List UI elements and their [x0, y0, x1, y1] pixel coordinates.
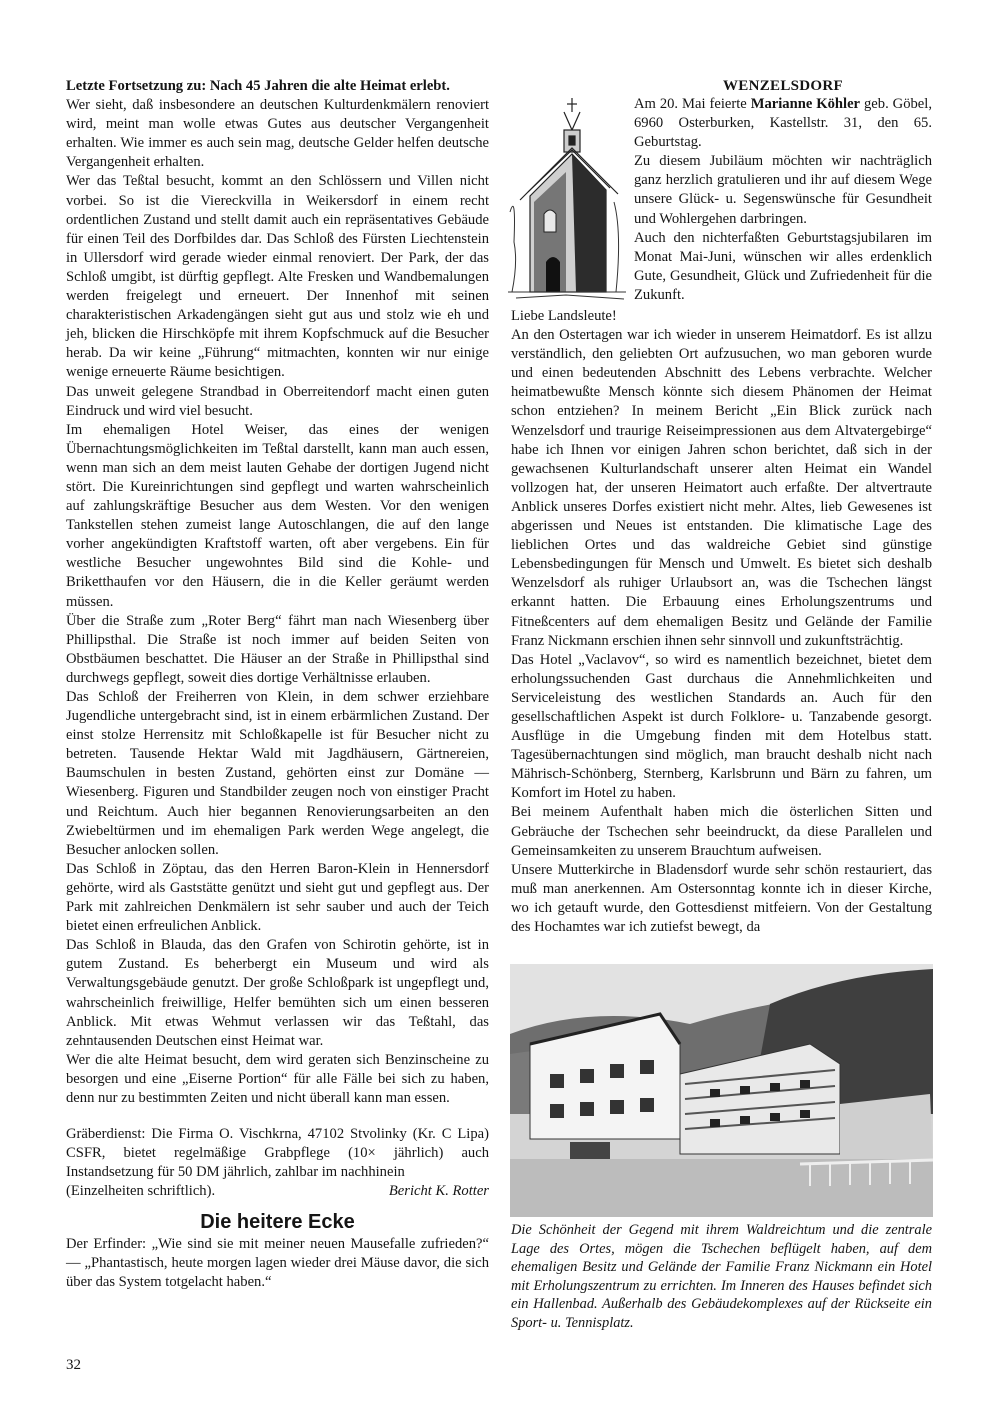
paragraph: Über die Straße zum „Roter Berg“ fährt man nach Wiesenberg über Phillipsthal. Die Straße ist noch immer auf beiden Seiten von Obstbäumen beschattet. Die Häuser an der Straße in Phillipsthal sind durchwegs gepflegt, soweit dies dortige Verhältnisse erlauben.	[66, 612, 489, 686]
heitere-ecke-title: Die heitere Ecke	[200, 1211, 355, 1234]
paragraph: Das Hotel „Vaclavov“, so wird es namentlich bezeichnet, bietet dem erholungssuchenden Gast durchaus die Annehmlichkeiten und Serviceleistung des westlichen Standards an. Auch für den gesellschaftlichen Aspekt ist durch Folklore- u. Tanzabende gesorgt. Ausflüge in die Umgebung finden mit dem Hotelbus statt. Tagesübernachtungen sind möglich, man braucht deshalb nicht nach Mährisch-Schönberg, Sternberg, Karlsbrunn und Bärn zu fahren, um Komfort im Hotel zu haben.	[511, 651, 932, 802]
paragraph: Das Schloß der Freiherren von Klein, in dem schwer erziehbare Jugendliche untergebracht sind, ist in einem erbärmlichen Zustand. Der einst stolze Herrensitz mit Schloßkapelle ist für Besucher nicht zu betreten. Tausende Hektar Wald mit Jagdhäusern, Gärtnereien, Baumschulen in besten Zustand, gehörten einst zur Domäne — Wiesenberg. Figuren und Standbilder zeugen noch von einstiger Pracht und Reichtum. Auch hier begannen Renovierungsarbeiten an den Zwiebeltürmen und im ehemaligen Park werden Wege angelegt, die Besucher anlocken sollen.	[66, 689, 489, 858]
hotel-photo	[510, 964, 933, 1217]
birthday-notice	[634, 95, 932, 305]
paragraph: Das Schloß in Blauda, das den Grafen von Schirotin gehörte, ist in gutem Zustand. Es beherbergt ein Museum und wird als Verwaltungsgebäude genutzt. Der große Schloßpark ist ungepflegt und, wahrscheinlich freiwillige, Helfer bemühten sich um einen besseren Anblick. Mit etwas Wehmut verlassen wir das Teßtahl, das zehntausenden Deutschen einst Heimat war.	[66, 937, 489, 1049]
page-number: 32	[66, 1357, 81, 1373]
birthday-paragraph	[634, 95, 932, 152]
section-title: WENZELSDORF	[723, 78, 843, 94]
graeberdienst-end: (Einzelheiten schriftlich).	[66, 1183, 216, 1200]
paragraph: Wer die alte Heimat besucht, dem wird geraten sich Benzinscheine zu besorgen und eine „Eiserne Portion“ für alle Fälle bei sich zu haben, denn nur zu bestimmten Zeiten und nicht überall kann man essen.	[66, 1051, 489, 1106]
paragraph: Unsere Mutterkirche in Bladensdorf wurde sehr schön restauriert, das muß man anerkennen. Am Ostersonntag konnte ich in dieser Kirche, wo ich getauft wurde, den Gottesdienst mitfeiern. Von der Gestaltung des Hochamtes war ich zutiefst bewegt, da	[511, 861, 932, 935]
paragraph: An den Ostertagen war ich wieder in unserem Heimatdorf. Es ist allzu verständlich, den geliebten Ort aufzusuchen, wo man geboren wurde und einen bedeutenden Abschnitt des Lebens verbrachte. Welcher heimatbewußte Mensch könnte sich diesem Phänomen der Heimat schon entziehen? In meinem Bericht „Ein Blick zurück nach Wenzelsdorf und traurige Reiseimpressionen aus dem Altvatergebirge“ habe ich Ihnen vor einigen Jahren schon berichtet, daß sich in der gewachsenen Kulturlandschaft unserer alten Heimat ein Wandel vollzogen hat, der unseren Heimatort auch erfaßte. Der altvertraute Anblick unseres Dorfes existiert nicht mehr. Altes, lieb Gewesenes ist abgerissen und Neues ist entstanden. Die klimatische Lage des lieblichen Ortes und das waldreiche Gebiet sind günstige Lebensbedingungen für Mensch und Umwelt. Es bietet sich deshalb Wenzelsdorf als ruhiger Urlaubsort an, was die Tschechen längst erkannt hatten. Die Erbauung eines Erholungszentrums und Fitneßcenters auf dem ehemaligen Besitz und Gelände der Familie Franz Nickmann erschien ihnen sehr sinnvoll und zukunftsträchtig.	[511, 327, 932, 649]
left-column	[66, 77, 489, 1292]
paragraph: Das Schloß in Zöptau, das den Herren Baron-Klein in Hennersdorf gehörte, wird als Gaststätte genützt und sieht gut und gepflegt aus. Der Park mit zahlreichen Denkmälern ist sehr sauber und auch der Teich bietet einen erfreulichen Anblick.	[66, 860, 489, 935]
right-column-article	[511, 307, 932, 937]
graeberdienst-notice	[66, 1125, 489, 1201]
paragraph: Wer sieht, daß insbesondere an deutschen Kulturdenkmälern renoviert wird, meint man wolle etwas Gutes aus deutscher Vergangenheit erhalten. Wie immer es auch sein mag, deutsche Gelder helfen deutsche Vergangenheit erhalten.	[66, 97, 489, 171]
greeting: Liebe Landsleute!	[511, 308, 617, 324]
graeberdienst-text: Gräberdienst: Die Firma O. Vischkrna, 47102 Stvolinky (Kr. C Lipa) CSFR, bietet regelmäßige Grabpflege (10× jährlich) auch Instandsetzung für 50 DM jährlich, zahlbar im nachhinein	[66, 1126, 489, 1181]
congratulation-paragraph: Zu diesem Jubiläum möchten wir nachträglich ganz herzlich gratulieren und ihr auf diesem Wege unsere Glück- u. Segenswünsche für Gesundheit und Wohlergehen darbringen.	[634, 153, 932, 227]
birthday-intro: Am 20. Mai feierte	[634, 96, 751, 112]
paragraph: Im ehemaligen Hotel Weiser, das eines der wenigen Übernachtungsmöglichkeiten im Teßtal darstellt, kann man auch essen, wenn man sich an dem meist lauten Gehabe der dortigen Jugend nicht stört. Die Kureinrichtungen sind gepflegt und warten wahrscheinlich auf zahlungskräftige Besucher aus dem Westen. Vor den wenigen Tankstellen stehen zumeist lange Autoschlangen, die auf den lange vorher angekündigten Kraftstoff warten, oft aber vergebens. Ein für westliche Besucher ungewohntes Bild sind die Kohle- und Briketthaufen vor den Häusern, die in die Keller geräumt werden müssen.	[66, 421, 489, 610]
celebrant-name: Marianne Köhler	[750, 96, 861, 112]
photo-caption: Die Schönheit der Gegend mit ihrem Waldreichtum und die zentrale Lage des Ortes, mögen die Tschechen beflügelt haben, auf dem ehemaligen Besitz und Gelände der Familie Franz Nickmann ein Hotel mit Erholungszentrum zu errichten. Im Inneren des Hauses befindet sich ein Hallenbad. Außerhalb des Gebäudekomplexes auf der Rückseite ein Sport- u. Tennisplatz.	[511, 1222, 932, 1331]
birthday-details: geb. Göbel, 6960 Osterburken, Kastellstr. 31, den 65. Geburtstag.	[634, 96, 932, 151]
heitere-ecke-joke: Der Erfinder: „Wie sind sie mit meiner neuen Mausefalle zufrieden?“ — „Phantastisch, heute morgen lagen wieder drei Mäuse davor, die sich über das System totgelacht haben.“	[66, 1235, 489, 1290]
article-heading: Letzte Fortsetzung zu: Nach 45 Jahren die alte Heimat erlebt.	[66, 78, 450, 94]
author-signature: Bericht K. Rotter	[388, 1183, 489, 1200]
other-jubilarians-paragraph: Auch den nichterfaßten Geburtstagsjubilaren im Monat Mai-Juni, wünschen wir alles erdenklich Gute, Gesundheit, Glück und Zufriedenheit für die Zukunft.	[634, 229, 932, 303]
paragraph: Wer das Teßtal besucht, kommt an den Schlössern und Villen nicht vorbei. So ist die Viereckvilla in Weikersdorf in einem recht ordentlichen Zustand und stellt damit auch ein repräsentatives Gebäude für einen Teil des Dorfbildes dar. Das Schloß des Fürsten Liechtenstein in Ullersdorf wird gerade wieder einmal renoviert. Der Park, der das Schloß umgibt, ist dürftig gepflegt. Alte Fresken und Wandbemalungen werden freigelegt und erneuert. Der Innenhof mit seinen charakteristischen Arkadengängen sieht gut aus und stolz wie eh und jeh, blicken die Hirschköpfe mit ihrem Kopfschmuck auf die Besucher herab. Da wir keine „Führung“ mitmachten, konnten wir nur einige wenige erneuerte Räume besichtigen.	[66, 173, 489, 381]
paragraph: Bei meinem Aufenthalt haben mich die österlichen Sitten und Gebräuche der Tschechen sehr beeindruckt, da diese Parallelen und Gemeinsamkeiten zu unserem Brauchtum aufweisen.	[511, 804, 932, 859]
chapel-sketch	[506, 92, 628, 302]
graeberdienst-last-line	[66, 1182, 489, 1201]
paragraph: Das unweit gelegene Strandbad in Oberreitendorf macht einen guten Eindruck und wird viel besucht.	[66, 383, 489, 419]
